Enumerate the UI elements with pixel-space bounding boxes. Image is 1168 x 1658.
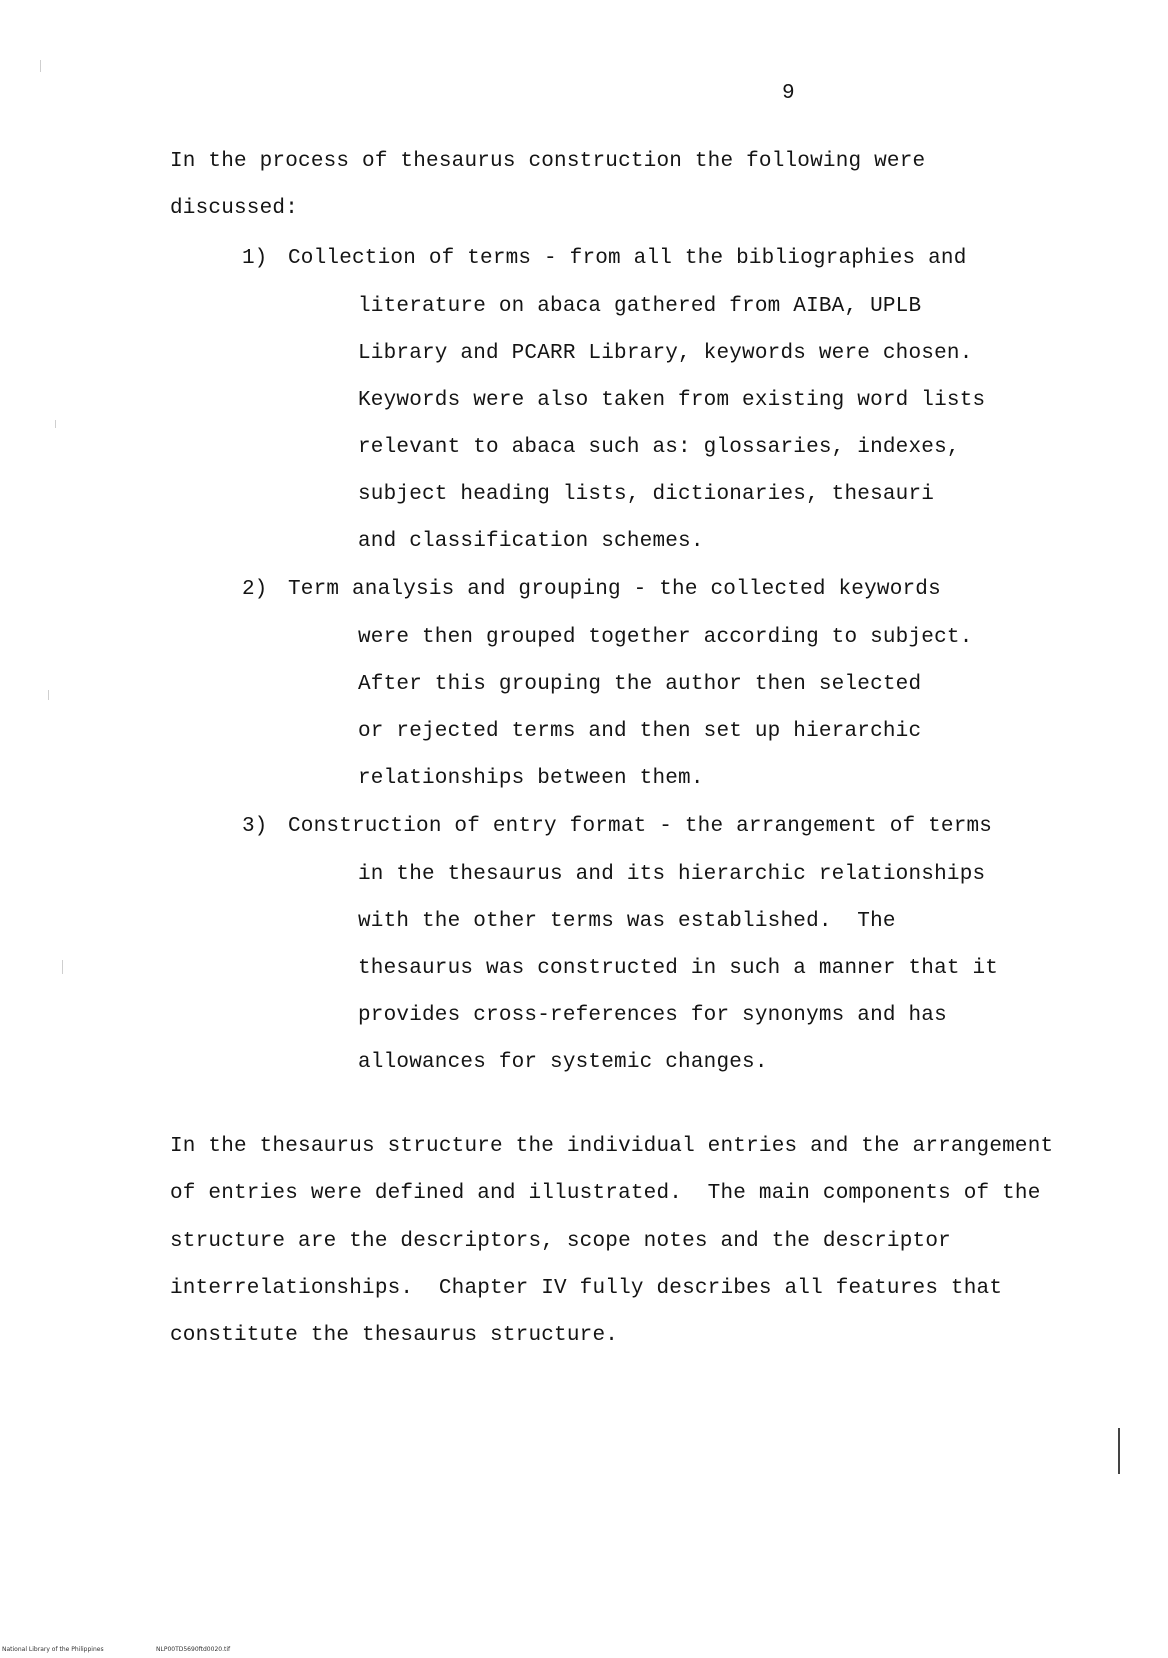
list-item-line: or rejected terms and then set up hierarchic xyxy=(358,720,922,743)
list-marker: 3) xyxy=(242,815,268,838)
list-item-line: After this grouping the author then selected xyxy=(358,673,922,696)
footer-library: National Library of the Philippines xyxy=(2,1646,104,1653)
list-item-line: in the thesaurus and its hierarchic relationships xyxy=(358,863,986,886)
list-item-line: Collection of terms - from all the bibliographies and xyxy=(288,247,967,270)
margin-speck xyxy=(40,60,41,72)
list-item-line: Term analysis and grouping - the collected keywords xyxy=(288,578,941,601)
list-item-line: provides cross-references for synonyms and has xyxy=(358,1004,947,1027)
list-item-line: Library and PCARR Library, keywords were chosen. xyxy=(358,342,973,365)
margin-speck xyxy=(48,690,49,700)
list-marker: 1) xyxy=(242,247,268,270)
list-item-line: subject heading lists, dictionaries, thesauri xyxy=(358,483,935,506)
list-item-line: literature on abaca gathered from AIBA, UPLB xyxy=(358,295,922,318)
list-item-line: Keywords were also taken from existing word lists xyxy=(358,389,986,412)
list-item-line: thesaurus was constructed in such a manner that it xyxy=(358,957,999,980)
intro-line: discussed: xyxy=(170,197,299,220)
list-item-line: were then grouped together according to subject. xyxy=(358,626,973,649)
footer-file-id: NLP00TD5690ftd0020.tif xyxy=(156,1646,231,1653)
closing-line: of entries were defined and illustrated. The main components of the xyxy=(170,1182,1041,1205)
margin-speck xyxy=(62,960,63,974)
list-item-line: with the other terms was established. The xyxy=(358,910,896,933)
margin-speck xyxy=(55,420,56,428)
list-item-line: allowances for systemic changes. xyxy=(358,1051,768,1074)
closing-line: interrelationships. Chapter IV fully describes all features that xyxy=(170,1277,1003,1300)
page-number: 9 xyxy=(782,82,795,105)
closing-line: In the thesaurus structure the individual entries and the arrangement xyxy=(170,1135,1054,1158)
list-marker: 2) xyxy=(242,578,268,601)
scan-mark xyxy=(1118,1428,1120,1474)
list-item-line: relationships between them. xyxy=(358,767,704,790)
list-item-line: Construction of entry format - the arrangement of terms xyxy=(288,815,993,838)
closing-line: constitute the thesaurus structure. xyxy=(170,1324,619,1347)
closing-line: structure are the descriptors, scope notes and the descriptor xyxy=(170,1230,951,1253)
list-item-line: relevant to abaca such as: glossaries, indexes, xyxy=(358,436,960,459)
list-item-line: and classification schemes. xyxy=(358,530,704,553)
intro-line: In the process of thesaurus construction the following were xyxy=(170,150,926,173)
